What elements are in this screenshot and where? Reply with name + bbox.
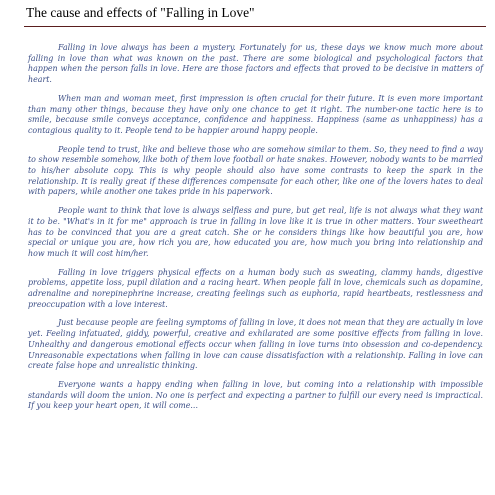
document-title: The cause and effects of "Falling in Love" (26, 5, 255, 20)
paragraph-intro: Falling in love always has been a mystery. Fortunately for us, these days we know much more about falling in love than what was known on the past. There are some biological and psychological factors that happen when the person falls in love. Here are those factors and effects that proved to be decisive in matters of heart. (28, 43, 483, 85)
paragraph-whats-in-it: People want to think that love is always selfless and pure, but get real, life is not always what they want it to be. "What's in it for me" approach is true in falling in love like it is true in other matters. Your sweetheart has to be convinced that you are a great catch. She or he considers things like how beautiful you are, how special or unique you are, how rich you are, how educated you are, how much you bring into relationship and how much it will cost him/her. (28, 206, 483, 258)
paragraph-conclusion: Everyone wants a happy ending when falling in love, but coming into a relationship with impossible standards will doom the union. No one is perfect and expecting a partner to fulfill our every need is impractical. If you keep your heart open, it will come... (28, 379, 483, 411)
paragraph-physical-effects: Falling in love triggers physical effects on a human body such as sweating, clammy hands, digestive problems, appetite loss, pupil dilation and a racing heart. When people fall in love, chemicals such as dopamine, adrenaline and norepinephrine increase, creating feelings such as euphoria, rapid heartbeats, restlessness and preoccupation with a love interest. (28, 267, 483, 309)
paragraph-first-impression: When man and woman meet, first impression is often crucial for their future. It is even more important than many other things, because they have only one chance to get it right. The number-one tactic here is to smile, because smile conveys acceptance, confidence and happiness. Happiness (same as unhappiness) has a contagious quality to it. People tend to be happier around happy people. (28, 93, 483, 135)
title-divider (24, 26, 486, 27)
paragraph-similarity: People tend to trust, like and believe those who are somehow similar to them. So, they need to find a way to show resemble somehow, like both of them love football or hate snakes. However, nobody wants to be married to his/her absolute copy. This is why people should also have some contrasts to keep the spark in the relationship. It is really great if these differences compensate for each other, like one of the lovers hates to deal with papers, while another one takes pride in his paperwork. (28, 144, 483, 197)
document-body (28, 43, 483, 420)
paragraph-emotional-effects: Just because people are feeling symptoms of falling in love, it does not mean that they are actually in love yet. Feeling infatuated, giddy, powerful, creative and exhilarated are some positive effects from falling in love. Unhealthy and dangerous emotional effects occur when falling in love turns into obsession and co-dependency. Unreasonable expectations when falling in love can cause dissatisfaction with a relationship. Falling in love can create false hope and unrealistic thinking. (28, 318, 483, 371)
